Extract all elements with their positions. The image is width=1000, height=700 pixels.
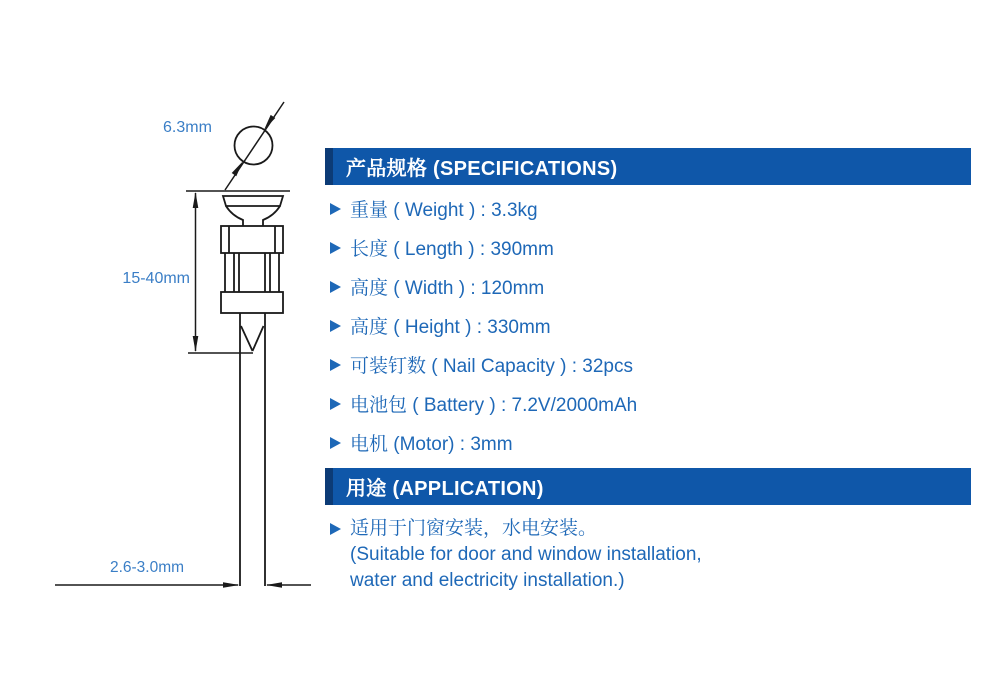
nail-lower-block — [221, 292, 283, 313]
dimension-lines — [55, 191, 311, 585]
nail-technical-drawing — [40, 85, 330, 605]
spec-item-length — [325, 228, 971, 267]
bullet-triangle-icon — [330, 203, 341, 215]
application-title: 用途 (APPLICATION) — [346, 478, 544, 500]
header-accent-stripe — [325, 468, 333, 505]
spec-item-label: 电机 (Motor) : 3mm — [350, 434, 513, 455]
spec-item-label: 可装钉数 ( Nail Capacity ) : 32pcs — [350, 356, 633, 377]
arrowhead — [264, 115, 275, 130]
nail-collar — [221, 226, 283, 253]
spec-panel — [325, 148, 971, 594]
spec-item-list — [325, 189, 971, 462]
spec-item-weight — [325, 189, 971, 228]
application-text — [350, 516, 702, 594]
arrowhead — [193, 192, 199, 208]
application-line-en-1: (Suitable for door and window installation, — [350, 544, 702, 565]
spec-item-battery — [325, 384, 971, 423]
arrowhead — [193, 336, 199, 352]
bullet-triangle-icon — [330, 437, 341, 449]
spec-item-label: 长度 ( Length ) : 390mm — [350, 239, 554, 260]
application-line-cn: 适用于门窗安装，水电安装。 — [350, 518, 598, 539]
arrowhead — [266, 582, 282, 588]
bullet-triangle-icon — [330, 359, 341, 371]
nail-outline — [221, 102, 284, 586]
dimension-arrowheads — [193, 115, 282, 588]
spec-item-nail-capacity — [325, 345, 971, 384]
nail-taper — [253, 326, 264, 351]
spec-item-height — [325, 306, 971, 345]
application-header — [325, 468, 971, 505]
spec-item-label: 重量 ( Weight ) : 3.3kg — [350, 200, 538, 221]
header-accent-stripe — [325, 148, 333, 185]
arrowhead — [232, 161, 243, 176]
nail-taper — [241, 326, 253, 351]
bullet-triangle-icon — [330, 523, 341, 535]
specifications-title: 产品规格 (SPECIFICATIONS) — [346, 158, 618, 180]
bullet-triangle-icon — [330, 398, 341, 410]
spec-item-motor — [325, 423, 971, 462]
specifications-header — [325, 148, 971, 185]
diameter-label: 6.3mm — [163, 119, 212, 136]
bullet-triangle-icon — [330, 281, 341, 293]
arrowhead — [223, 582, 240, 588]
spec-item-label: 电池包 ( Battery ) : 7.2V/2000mAh — [350, 395, 638, 416]
application-line-en-2: water and electricity installation.) — [350, 570, 625, 591]
bullet-triangle-icon — [330, 242, 341, 254]
nail-neck — [263, 206, 280, 226]
spec-item-label: 高度 ( Width ) : 120mm — [350, 278, 545, 299]
spec-item-width — [325, 267, 971, 306]
bullet-triangle-icon — [330, 320, 341, 332]
spec-item-label: 高度 ( Height ) : 330mm — [350, 317, 551, 338]
length-range-label: 15-40mm — [122, 270, 190, 287]
application-item — [325, 516, 971, 594]
nail-neck — [226, 206, 243, 226]
shaft-width-label: 2.6-3.0mm — [109, 559, 185, 576]
nail-head-plate — [223, 196, 283, 206]
nail-head-circle-detail — [235, 127, 273, 165]
